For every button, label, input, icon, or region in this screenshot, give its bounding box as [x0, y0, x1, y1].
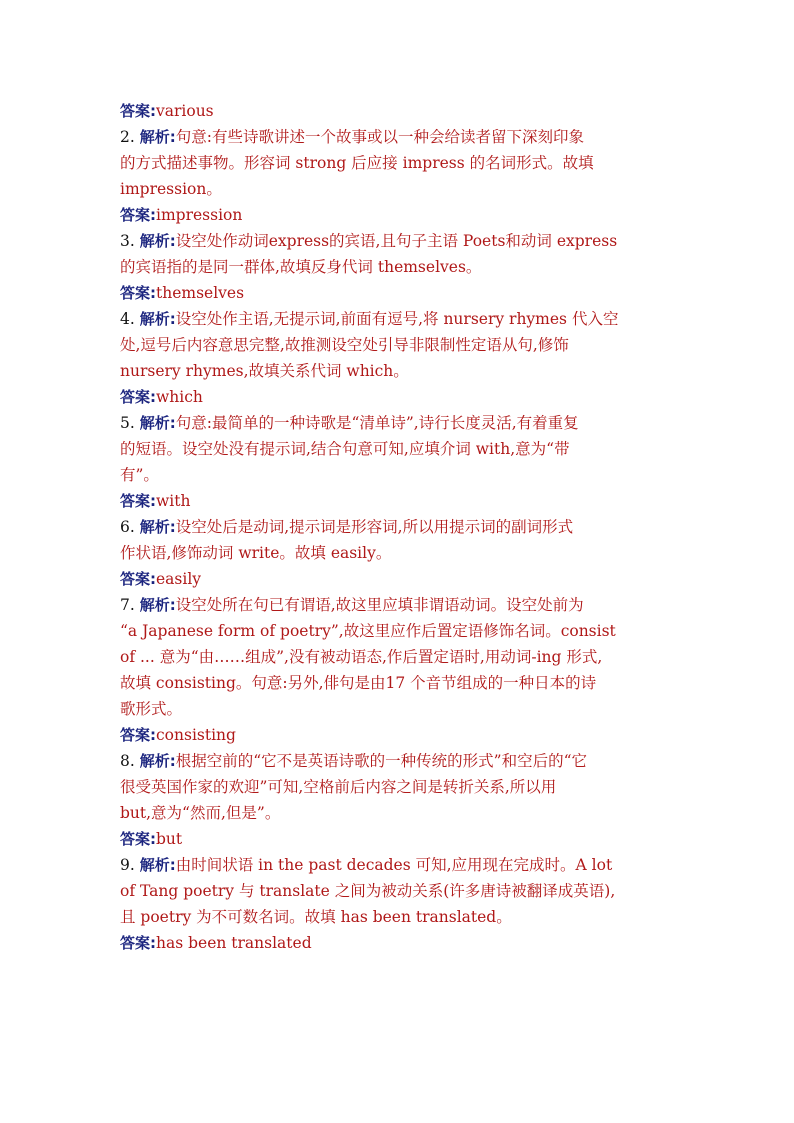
explanation-list [120, 124, 680, 956]
explanation-line [120, 124, 680, 150]
explanation-text: 故填 consisting。句意:另外,俳句是由17 个音节组成的一种日本的诗 [120, 674, 597, 692]
answer-line [120, 722, 680, 748]
explanation-text: 句意:最简单的一种诗歌是“清单诗”,诗行长度灵活,有着重复 [175, 414, 579, 432]
analysis-label: 解析: [139, 310, 176, 328]
analysis-label: 解析: [139, 518, 176, 536]
answer-line-1 [120, 98, 680, 124]
answer-line [120, 384, 680, 410]
explanation-text: 很受英国作家的欢迎”可知,空格前后内容之间是转折关系,所以用 [120, 778, 557, 796]
explanation-text: 句意:有些诗歌讲述一个故事或以一种会给读者留下深刻印象 [175, 128, 584, 146]
question-number: 9. [120, 856, 135, 874]
explanation-line [120, 644, 680, 670]
explanation-text: 根据空前的“它不是英语诗歌的一种传统的形式”和空后的“它 [175, 752, 588, 770]
explanation-line [120, 306, 680, 332]
answer-label: 答案: [120, 388, 156, 406]
explanation-line [120, 618, 680, 644]
question-number: 3. [120, 232, 135, 250]
answer-value: but [156, 830, 183, 848]
answer-value: easily [156, 570, 202, 588]
answer-value: various [156, 102, 214, 120]
explanation-text: 歌形式。 [120, 700, 183, 718]
explanation-text: 由时间状语 in the past decades 可知,应用现在完成时。A lot [175, 856, 613, 874]
explanation-line [120, 878, 680, 904]
explanation-text: of ... 意为“由……组成”,没有被动语态,作后置定语时,用动词-ing 形式, [120, 648, 603, 666]
explanation-text: 设空处作主语,无提示词,前面有逗号,将 nursery rhymes 代入空 [175, 310, 619, 328]
explanation-text: 有”。 [120, 466, 159, 484]
explanation-text: 的短语。设空处没有提示词,结合句意可知,应填介词 with,意为“带 [120, 440, 570, 458]
explanation-line [120, 540, 680, 566]
answer-label: 答案: [120, 570, 156, 588]
explanation-line [120, 800, 680, 826]
explanation-text: impression。 [120, 180, 222, 198]
explanation-text: 作状语,修饰动词 write。故填 easily。 [120, 544, 392, 562]
explanation-line [120, 358, 680, 384]
explanation-line [120, 592, 680, 618]
answer-sheet [120, 98, 680, 956]
answer-value: has been translated [156, 934, 312, 952]
answer-value: which [156, 388, 203, 406]
answer-line [120, 826, 680, 852]
answer-label: 答案: [120, 102, 156, 120]
explanation-line [120, 462, 680, 488]
answer-value: with [156, 492, 191, 510]
answer-line [120, 488, 680, 514]
analysis-label: 解析: [139, 128, 176, 146]
explanation-text: 设空处所在句已有谓语,故这里应填非谓语动词。设空处前为 [175, 596, 584, 614]
explanation-line [120, 176, 680, 202]
explanation-text: 的宾语指的是同一群体,故填反身代词 themselves。 [120, 258, 482, 276]
question-number: 5. [120, 414, 135, 432]
answer-label: 答案: [120, 934, 156, 952]
explanation-line [120, 852, 680, 878]
answer-line [120, 566, 680, 592]
explanation-text: “a Japanese form of poetry”,故这里应作后置定语修饰名词。consist [120, 622, 616, 640]
answer-label: 答案: [120, 492, 156, 510]
answer-value: themselves [156, 284, 245, 302]
explanation-line [120, 670, 680, 696]
analysis-label: 解析: [139, 232, 176, 250]
explanation-text: of Tang poetry 与 translate 之间为被动关系(许多唐诗被翻译成英语), [120, 882, 616, 900]
answer-label: 答案: [120, 726, 156, 744]
question-number: 7. [120, 596, 135, 614]
explanation-line [120, 332, 680, 358]
explanation-text: 处,逗号后内容意思完整,故推测设空处引导非限制性定语从句,修饰 [120, 336, 569, 354]
explanation-text: nursery rhymes,故填关系代词 which。 [120, 362, 409, 380]
answer-label: 答案: [120, 830, 156, 848]
explanation-text: but,意为“然而,但是”。 [120, 804, 281, 822]
explanation-line [120, 228, 680, 254]
answer-line [120, 202, 680, 228]
explanation-text: 设空处后是动词,提示词是形容词,所以用提示词的副词形式 [175, 518, 574, 536]
explanation-line [120, 254, 680, 280]
explanation-line [120, 410, 680, 436]
explanation-line [120, 514, 680, 540]
answer-value: impression [156, 206, 243, 224]
explanation-text: 的方式描述事物。形容词 strong 后应接 impress 的名词形式。故填 [120, 154, 594, 172]
answer-line [120, 280, 680, 306]
answer-label: 答案: [120, 284, 156, 302]
explanation-text: 且 poetry 为不可数名词。故填 has been translated。 [120, 908, 512, 926]
explanation-line [120, 696, 680, 722]
explanation-line [120, 748, 680, 774]
answer-value: consisting [156, 726, 236, 744]
question-number: 2. [120, 128, 135, 146]
explanation-line [120, 774, 680, 800]
question-number: 4. [120, 310, 135, 328]
question-number: 8. [120, 752, 135, 770]
analysis-label: 解析: [139, 752, 176, 770]
answer-line [120, 930, 680, 956]
explanation-line [120, 904, 680, 930]
answer-label: 答案: [120, 206, 156, 224]
explanation-line [120, 436, 680, 462]
explanation-text: 设空处作动词express的宾语,且句子主语 Poets和动词 express [175, 232, 618, 250]
explanation-line [120, 150, 680, 176]
question-number: 6. [120, 518, 135, 536]
analysis-label: 解析: [139, 856, 176, 874]
analysis-label: 解析: [139, 414, 176, 432]
analysis-label: 解析: [139, 596, 176, 614]
